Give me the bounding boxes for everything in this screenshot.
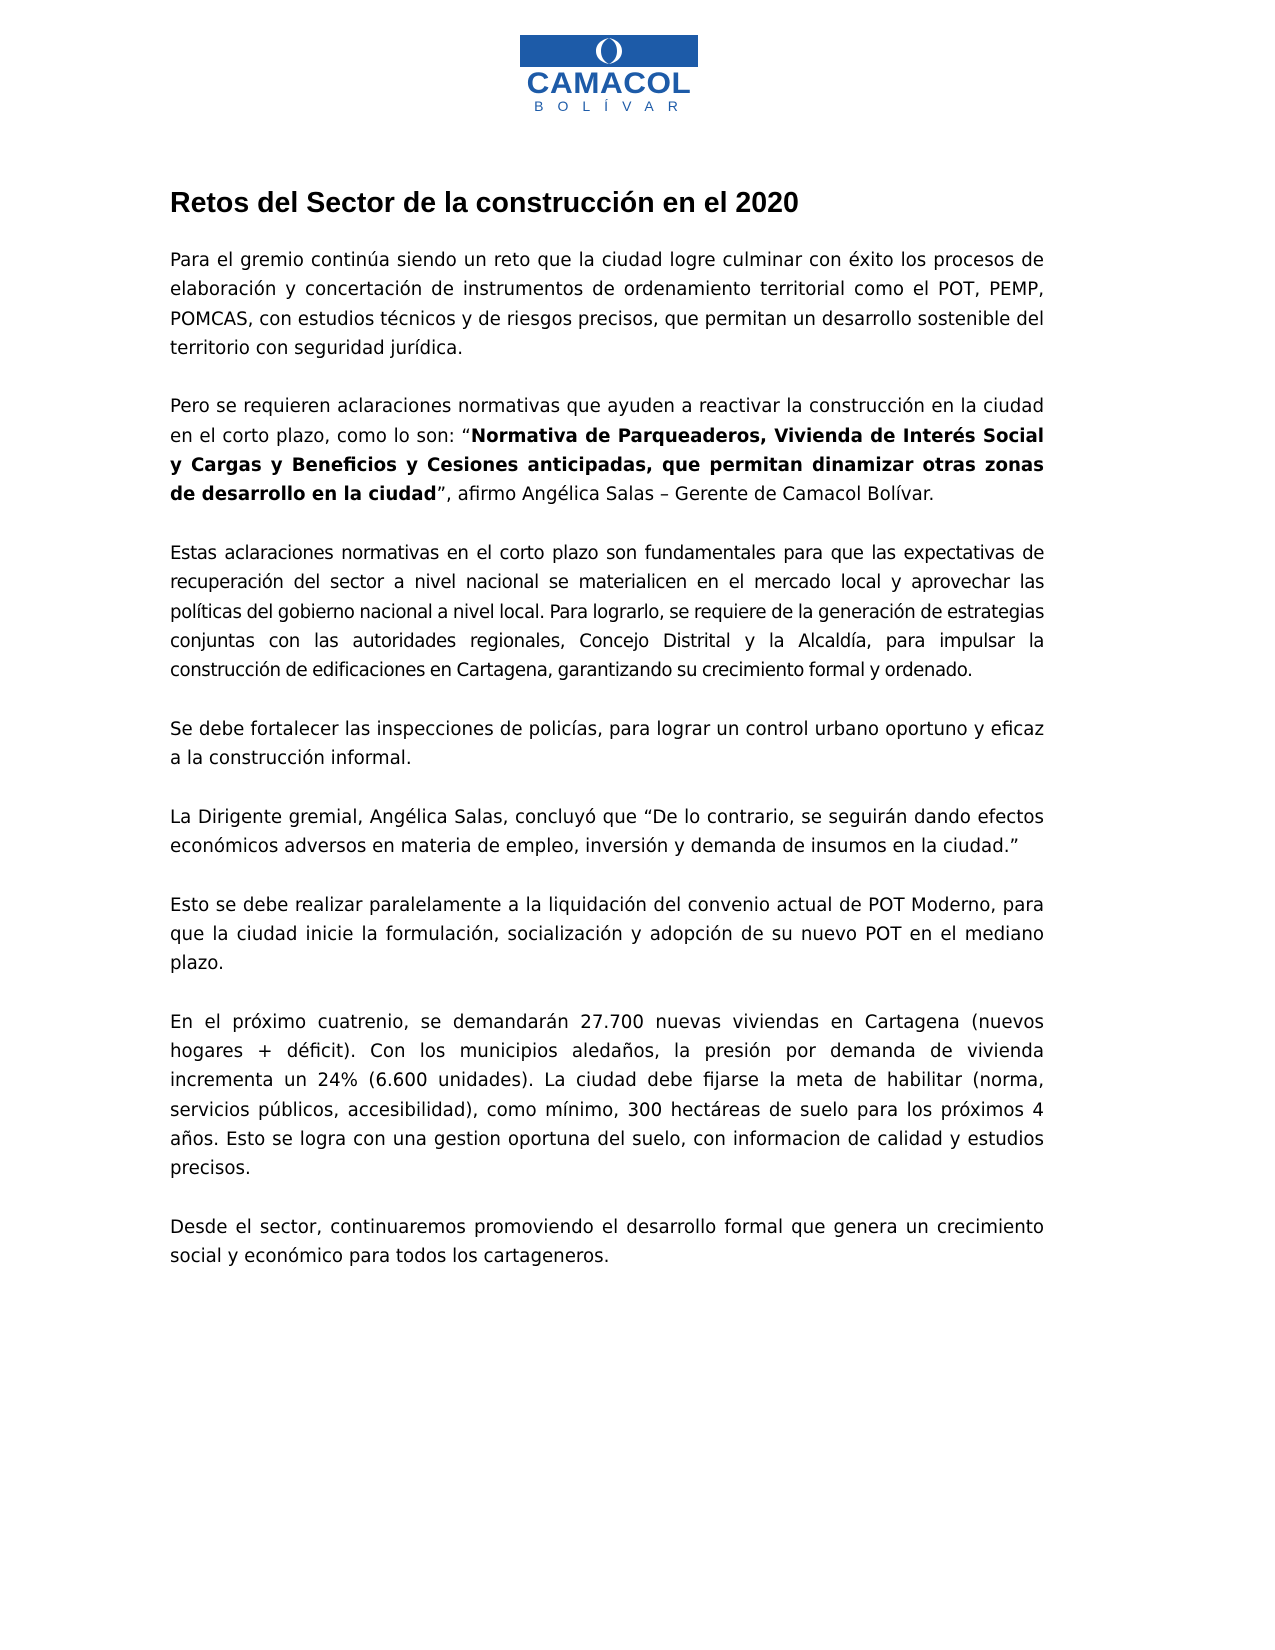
paragraph-5: La Dirigente gremial, Angélica Salas, concluyó que “De lo contrario, se seguirán dando efectos económicos adversos en materia de empleo, inversión y demanda de insumos en la ciudad.” xyxy=(170,806,1044,857)
logo-brand-name: CAMACOL xyxy=(526,67,692,100)
paragraph-6: Esto se debe realizar paralelamente a la liquidación del convenio actual de POT Moderno, para que la ciudad inicie la formulación, socialización y adopción de su nuevo POT en el mediano plazo. xyxy=(170,894,1044,975)
paragraph-8: Desde el sector, continuaremos promoviendo el desarrollo formal que genera un crecimiento social y económico para todos los cartageneros. xyxy=(170,1216,1044,1268)
paragraph-4: Se debe fortalecer las inspecciones de policías, para lograr un control urbano oportuno y eficaz a la construcción informal. xyxy=(170,718,1044,770)
paragraph-7: En el próximo cuatrenio, se demandarán 27.700 nuevas viviendas en Cartagena (nuevos hogares + déficit). Con los municipios aledaños, la presión por demanda de vivienda incrementa un 24% (6.600 unidades). La ciudad debe fijarse la meta de habilitar (norma, servicios públicos, accesibilidad), como mínimo, 300 hectáreas de suelo para los próximos 4 años. Esto se logra con una gestion oportuna del suelo, con informacion de calidad y estudios precisos. xyxy=(170,1011,1044,1180)
paragraph-2-quote-bold: Normativa de Parqueaderos, Vivienda de Interés Social y Cargas y Beneficios y Cesiones anticipadas, que permitan dinamizar otras zonas de desarrollo en la ciudad xyxy=(170,425,1044,506)
logo-subtitle: BOLÍVAR xyxy=(534,98,692,114)
paragraph-2 xyxy=(170,392,1044,509)
camacol-bolivar-logo xyxy=(520,35,698,114)
document-title: Retos del Sector de la construcción en el 2020 xyxy=(170,187,799,219)
paragraph-1: Para el gremio continúa siendo un reto que la ciudad logre culminar con éxito los procesos de elaboración y concertación de instrumentos de ordenamiento territorial como el POT, PEMP, POMCAS, con estudios técnicos y de riesgos precisos, que permitan un desarrollo sostenible del territorio con seguridad jurídica. xyxy=(170,250,1044,359)
paragraph-3: Estas aclaraciones normativas en el corto plazo son fundamentales para que las expectativas de recuperación del sector a nivel nacional se materialicen en el mercado local y aprovechar las políticas del gobierno nacional a nivel local. Para lograrlo, se requiere de la generación de estrategias conjuntas con las autoridades regionales, Concejo Distrital y la Alcaldía, para impulsar la construcción de edificaciones en Cartagena, garantizando su crecimiento formal y ordenado. xyxy=(170,542,1044,682)
document-body xyxy=(170,246,1044,1301)
paragraph-2-intro: Pero se requieren aclaraciones normativas que ayuden a reactivar la construcción en la ciudad en el corto plazo, como lo son: “ xyxy=(170,396,1044,447)
logo-emblem-icon xyxy=(592,36,626,66)
logo-emblem-bar xyxy=(520,35,698,67)
paragraph-2-attribution: ”, afirmo Angélica Salas – Gerente de Camacol Bolívar. xyxy=(436,484,935,506)
